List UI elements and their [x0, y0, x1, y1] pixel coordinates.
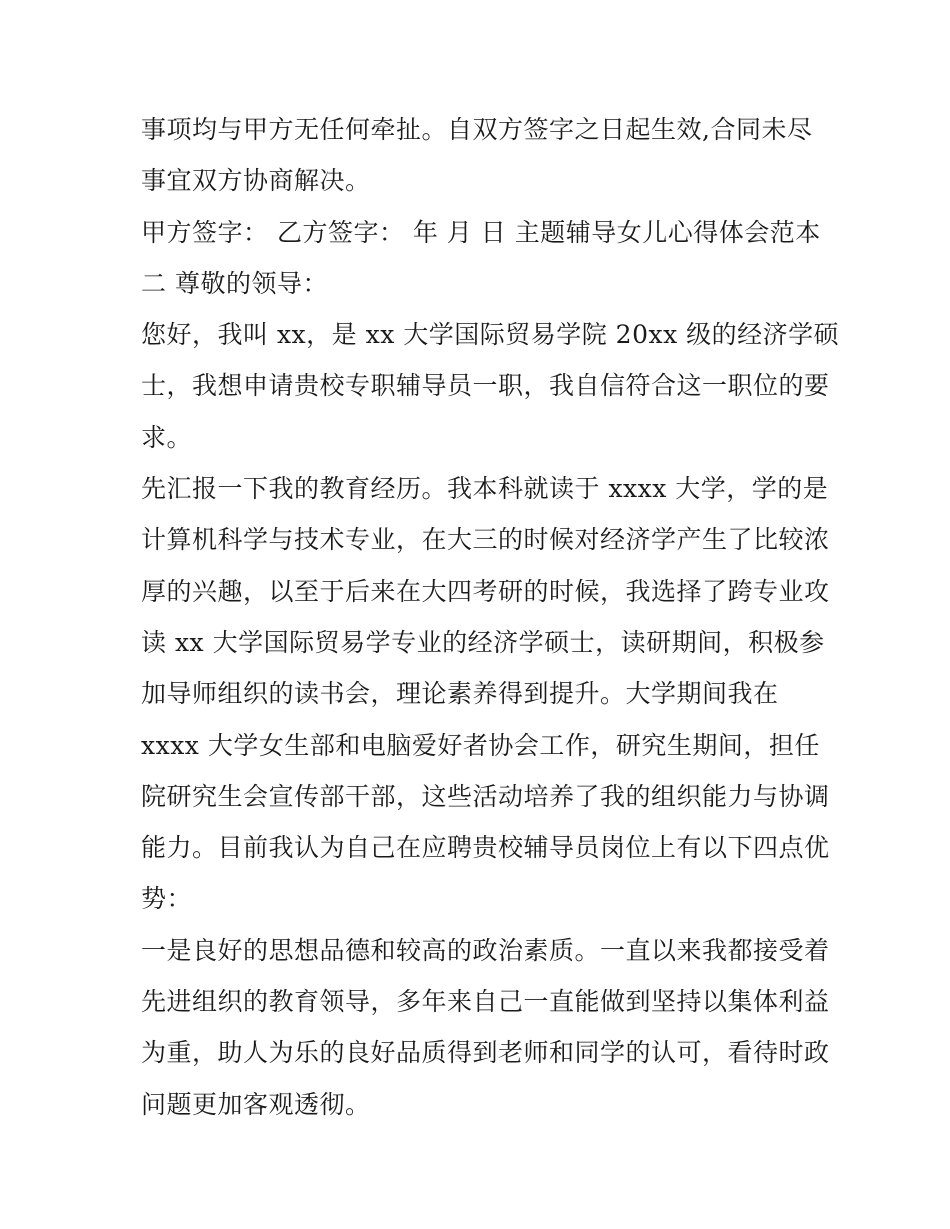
text-line: 势： — [141, 884, 193, 914]
text-line: 厚的兴趣，以至于后来在大四考研的时候，我选择了跨专业攻 — [141, 576, 830, 606]
text-line: 士，我想申请贵校专职辅导员一职，我自信符合这一职位的要 — [141, 371, 830, 401]
text-line: 二 尊敬的领导： — [141, 268, 328, 298]
text-line: 事项均与甲方无任何牵扯。自双方签字之日起生效,合同未尽 — [141, 115, 813, 144]
text-line: 甲方签字： 乙方签字： 年 月 日 主题辅导女儿心得体会范本 — [141, 217, 821, 247]
text-line: 能力。目前我认为自己在应聘贵校辅导员岗位上有以下四点优 — [141, 833, 830, 863]
text-line: 读 xx 大学国际贸易学专业的经济学硕士，读研期间，积极参 — [141, 627, 825, 657]
text-line: 先进组织的教育领导，多年来自己一直能做到坚持以集体利益 — [141, 987, 830, 1017]
text-line: 先汇报一下我的教育经历。我本科就读于 xxxx 大学，学的是 — [141, 474, 829, 504]
text-line: 求。 — [141, 422, 193, 452]
text-line: 一是良好的思想品德和较高的政治素质。一直以来我都接受着 — [141, 935, 830, 965]
text-line: 院研究生会宣传部干部，这些活动培养了我的组织能力与协调 — [141, 781, 830, 811]
text-line: 计算机科学与技术专业，在大三的时候对经济学产生了比较浓 — [141, 525, 830, 555]
document-body — [141, 104, 841, 1130]
text-line: 加导师组织的读书会，理论素养得到提升。大学期间我在 — [141, 679, 779, 709]
text-line: 事宜双方协商解决。 — [141, 166, 371, 196]
text-line: 为重，助人为乐的良好品质得到老师和同学的认可，看待时政 — [141, 1038, 830, 1068]
text-line: xxxx 大学女生部和电脑爱好者协会工作，研究生期间，担任 — [141, 730, 820, 760]
text-line: 您好，我叫 xx，是 xx 大学国际贸易学院 20xx 级的经济学硕 — [141, 320, 840, 350]
text-line: 问题更加客观透彻。 — [141, 1089, 371, 1119]
